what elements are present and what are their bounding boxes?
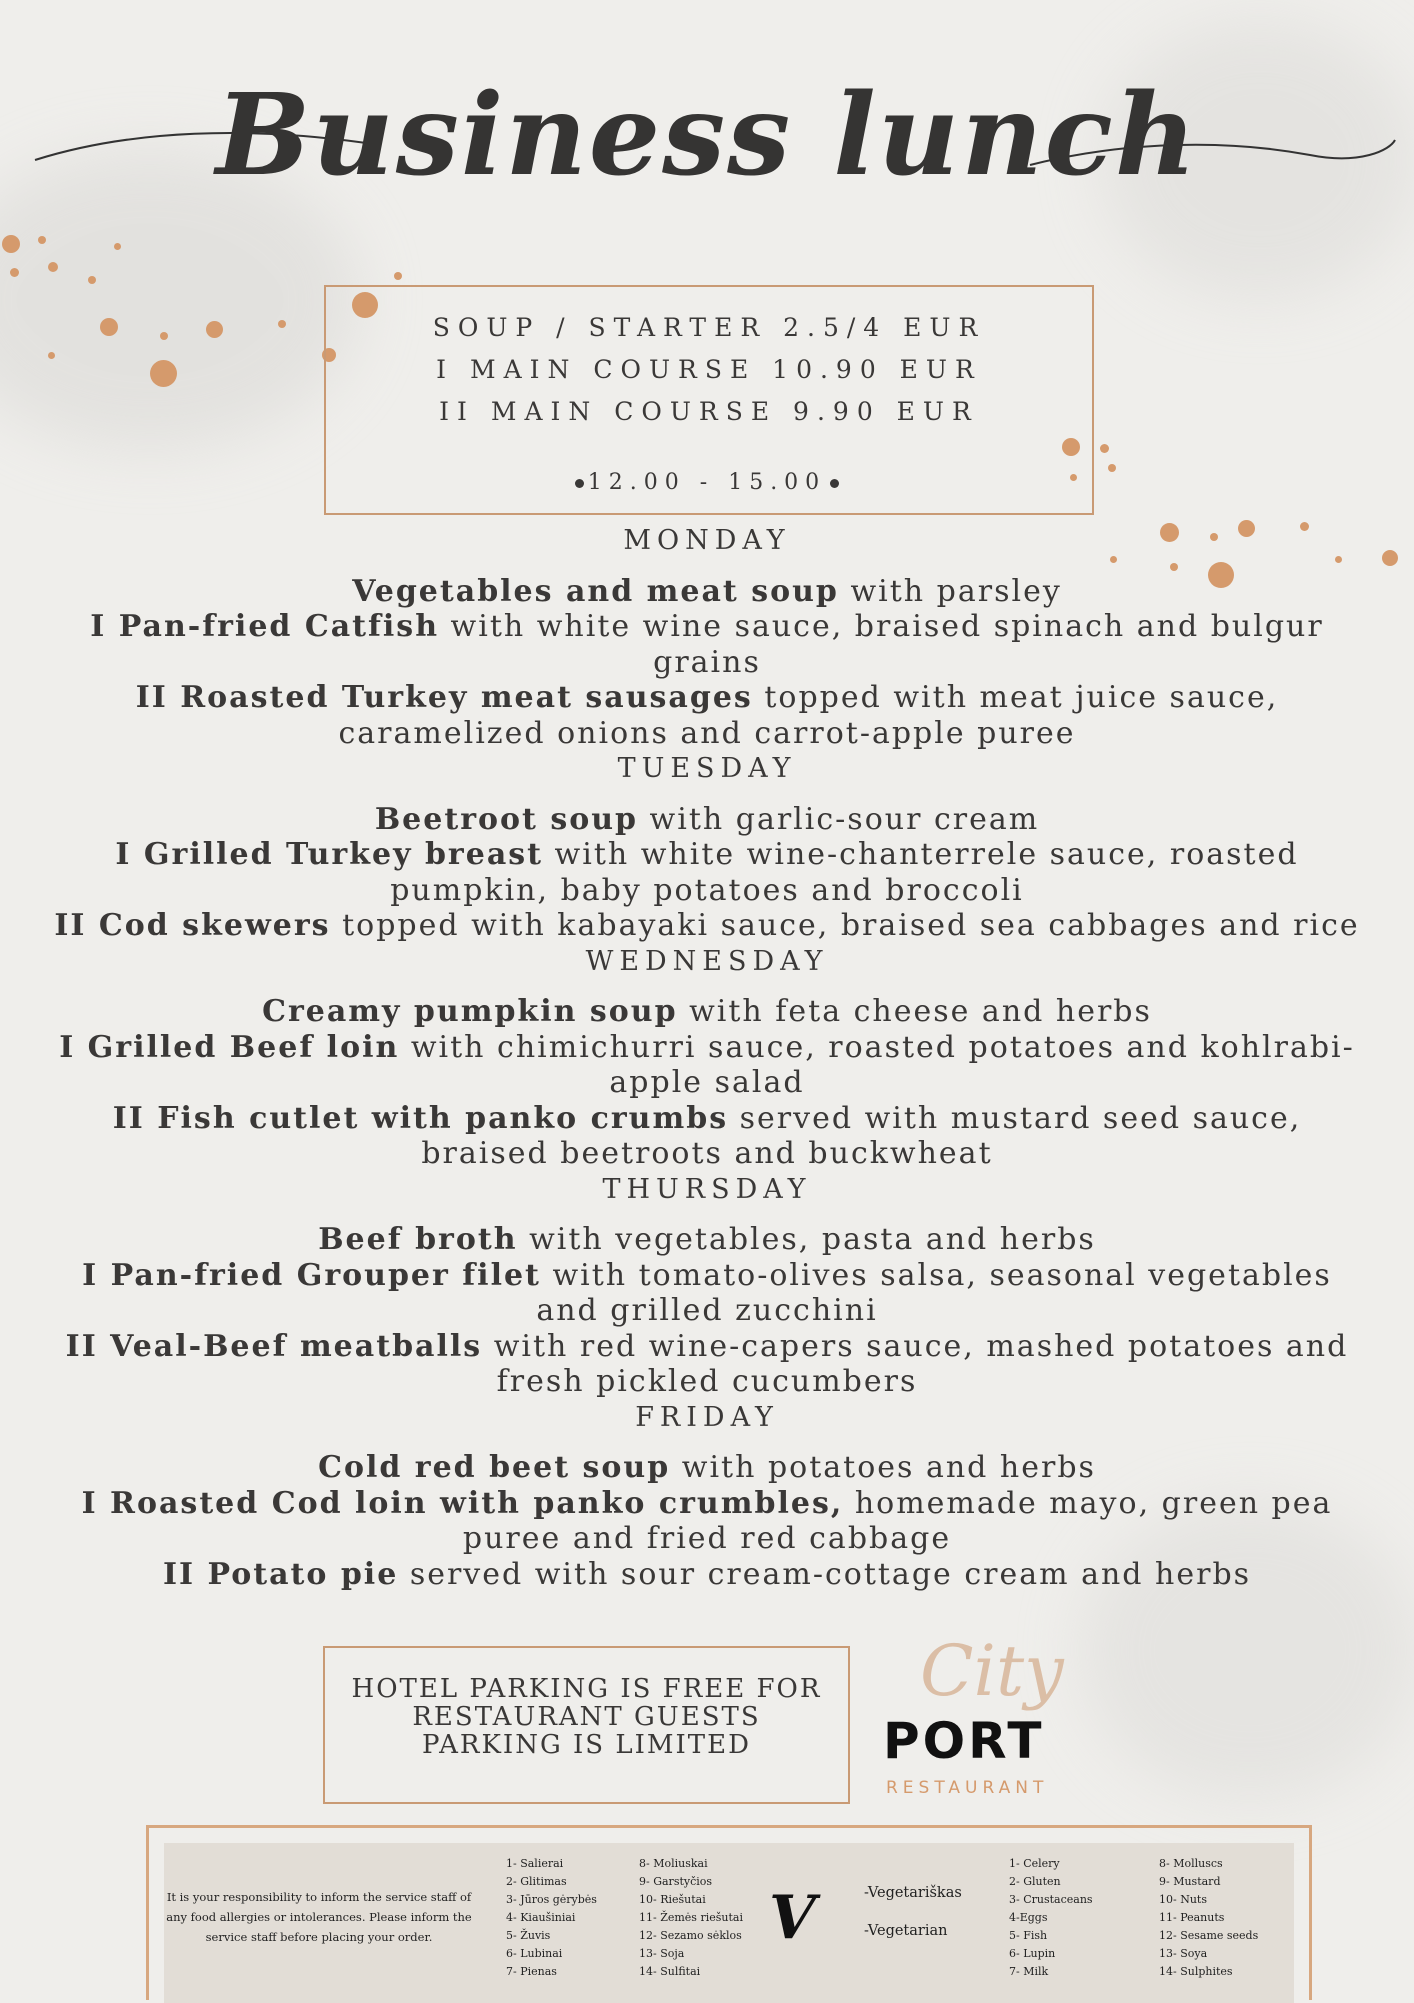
- menu-dish: [50, 609, 1364, 680]
- menu-dish: [50, 1222, 1364, 1258]
- menu-dish: [50, 802, 1364, 838]
- dish-description: with chimichurri sauce, roasted potatoes and kohlrabi-apple salad: [399, 1029, 1355, 1100]
- dish-description: with garlic-sour cream: [638, 801, 1040, 837]
- allergen-item: 13- Soya: [1159, 1947, 1208, 1960]
- dish-name: I Roasted Cod loin with panko crumbles,: [81, 1485, 844, 1521]
- dish-description: homemade mayo, green pea puree and fried red cabbage: [462, 1485, 1333, 1556]
- allergen-item: 12- Sezamo sėklos: [639, 1929, 742, 1942]
- logo-restaurant: RESTAURANT: [886, 1778, 1049, 1798]
- dish-name: II Veal-Beef meatballs: [65, 1328, 483, 1364]
- dish-description: served with sour cream-cottage cream and herbs: [398, 1556, 1252, 1592]
- menu-dish: [50, 1486, 1364, 1557]
- price-soup: SOUP / STARTER 2.5/4 EUR: [432, 313, 986, 342]
- menu-dish: [50, 1101, 1364, 1172]
- allergen-item: 1- Celery: [1009, 1857, 1060, 1870]
- allergen-panel: [164, 1843, 1294, 2003]
- dish-name: Beef broth: [318, 1222, 518, 1257]
- parking-notice: [323, 1646, 850, 1804]
- logo-port: PORT: [883, 1712, 1045, 1770]
- allergen-item: 12- Sesame seeds: [1159, 1929, 1259, 1942]
- hours-text: 12.00 - 15.00: [587, 470, 827, 495]
- day-heading: TUESDAY: [617, 753, 797, 784]
- dish-description: with white wine-chanterrele sauce, roasted pumpkin, baby potatoes and broccoli: [390, 837, 1299, 908]
- allergens-lt-list-2: [639, 1855, 743, 1981]
- allergen-item: 10- Riešutai: [639, 1893, 706, 1906]
- allergen-item: 2- Gluten: [1009, 1875, 1061, 1888]
- dish-description: with feta cheese and herbs: [677, 994, 1152, 1029]
- vegetarian-icon: V: [769, 1883, 816, 1953]
- price-main-course-1: I MAIN COURSE 10.90 EUR: [436, 355, 982, 384]
- allergen-item: 3- Jūros gėrybės: [506, 1893, 597, 1906]
- dish-name: I Pan-fried Catfish: [90, 609, 440, 644]
- dish-description: topped with meat juice sauce, caramelized onions and carrot-apple puree: [338, 680, 1279, 751]
- dish-name: Cold red beet soup: [318, 1450, 671, 1485]
- dish-description: served with mustard seed sauce, braised beetroots and buckwheat: [421, 1100, 1302, 1171]
- menu-dish: [50, 1557, 1364, 1593]
- dish-description: with parsley: [838, 573, 1062, 609]
- bullet-icon: [575, 479, 584, 488]
- day-heading: FRIDAY: [635, 1401, 779, 1433]
- allergen-item: 6- Lubinai: [506, 1947, 563, 1960]
- vegetarian-label-en: -Vegetarian: [864, 1923, 948, 1939]
- dish-description: with vegetables, pasta and herbs: [517, 1222, 1096, 1257]
- menu-dish: [50, 837, 1364, 908]
- allergen-item: 11- Peanuts: [1159, 1911, 1225, 1924]
- allergen-item: 14- Sulfitai: [639, 1965, 701, 1978]
- allergen-item: 7- Pienas: [506, 1965, 557, 1978]
- dish-name: Creamy pumpkin soup: [262, 994, 678, 1029]
- dish-description: with potatoes and herbs: [670, 1450, 1096, 1485]
- dish-name: I Grilled Turkey breast: [115, 837, 544, 872]
- dish-description: with white wine sauce, braised spinach and bulgur grains: [439, 609, 1324, 680]
- allergen-item: 9- Mustard: [1159, 1875, 1221, 1888]
- allergen-item: 11- Žemės riešutai: [639, 1911, 743, 1924]
- menu-dish: [50, 1450, 1364, 1486]
- weekly-menu: [50, 523, 1364, 1592]
- allergen-item: 9- Garstyčios: [639, 1875, 713, 1888]
- dish-name: II Fish cutlet with panko crumbs: [112, 1100, 729, 1136]
- allergen-item: 4- Kiaušiniai: [506, 1911, 576, 1924]
- allergy-note: It is your responsibility to inform the service staff of any food allergies or intolerances. Please inform the service staff before placing your order.: [166, 1890, 472, 1944]
- allergens-en-list-1: [1009, 1855, 1093, 1981]
- dish-description: with tomato-olives salsa, seasonal vegetables and grilled zucchini: [536, 1257, 1332, 1328]
- allergen-item: 10- Nuts: [1159, 1893, 1207, 1906]
- allergen-item: 5- Fish: [1009, 1929, 1048, 1942]
- allergen-item: 3- Crustaceans: [1009, 1893, 1093, 1906]
- menu-dish: [50, 908, 1364, 944]
- dish-description: topped with kabayaki sauce, braised sea cabbages and rice: [330, 908, 1360, 943]
- price-main-course-2: II MAIN COURSE 9.90 EUR: [439, 397, 979, 426]
- bullet-icon: [830, 479, 839, 488]
- dish-name: II Cod skewers: [54, 908, 331, 943]
- parking-line: PARKING IS LIMITED: [422, 1730, 751, 1760]
- allergen-item: 8- Moliuskai: [639, 1857, 708, 1870]
- allergens-en-list-2: [1159, 1855, 1258, 1981]
- allergen-item: 5- Žuvis: [506, 1929, 551, 1942]
- allergen-item: 6- Lupin: [1009, 1947, 1056, 1960]
- allergens-lt-list-1: [506, 1855, 597, 1981]
- day-heading: WEDNESDAY: [585, 945, 829, 977]
- page-title: Business lunch: [215, 70, 1199, 201]
- serving-hours: [0, 470, 1414, 495]
- dish-name: II Roasted Turkey meat sausages: [135, 680, 753, 715]
- dish-name: Beetroot soup: [374, 801, 639, 837]
- allergen-item: 7- Milk: [1009, 1965, 1049, 1978]
- vegetarian-label-lt: -Vegetariškas: [864, 1885, 962, 1901]
- parking-line: RESTAURANT GUESTS: [412, 1702, 761, 1732]
- menu-dish: [50, 1329, 1364, 1400]
- allergen-item: 4-Eggs: [1009, 1911, 1048, 1924]
- price-list: [326, 307, 1092, 433]
- parking-line: HOTEL PARKING IS FREE FOR: [351, 1674, 822, 1704]
- allergen-item: 1- Salierai: [506, 1857, 564, 1870]
- dish-name: Vegetables and meat soup: [352, 573, 839, 609]
- menu-dish: [50, 1258, 1364, 1329]
- dish-name: I Grilled Beef loin: [59, 1029, 400, 1065]
- allergen-item: 8- Molluscs: [1159, 1857, 1223, 1870]
- day-heading: MONDAY: [623, 525, 791, 556]
- menu-dish: [50, 574, 1364, 610]
- allergen-item: 13- Soja: [639, 1947, 685, 1960]
- day-heading: THURSDAY: [602, 1173, 812, 1205]
- allergen-footer: [146, 1825, 1312, 2000]
- dish-name: II Potato pie: [162, 1556, 399, 1592]
- menu-dish: [50, 680, 1364, 751]
- dish-description: with red wine-capers sauce, mashed potatoes and fresh pickled cucumbers: [482, 1328, 1349, 1399]
- logo-city: City: [920, 1630, 1064, 1712]
- restaurant-logo: [880, 1630, 1080, 1800]
- dish-name: I Pan-fried Grouper filet: [82, 1257, 541, 1293]
- allergen-item: 14- Sulphites: [1159, 1965, 1233, 1978]
- menu-dish: [50, 994, 1364, 1030]
- allergen-item: 2- Glitimas: [506, 1875, 567, 1888]
- menu-dish: [50, 1030, 1364, 1101]
